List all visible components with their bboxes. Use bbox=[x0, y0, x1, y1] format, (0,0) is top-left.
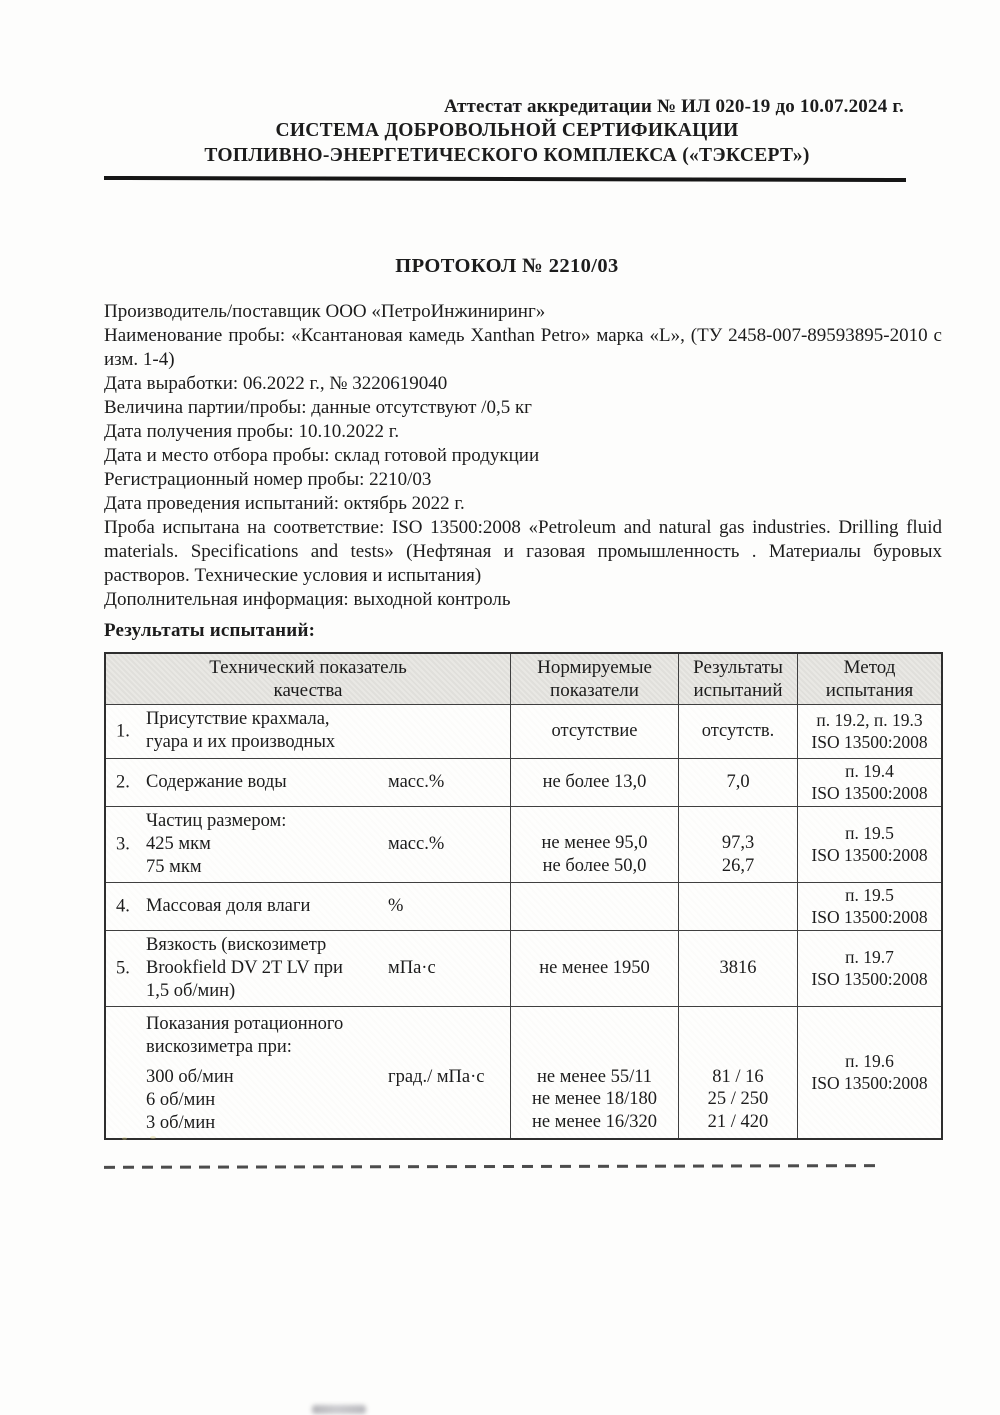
info-line-additional: Дополнительная информация: выходной контроль bbox=[104, 589, 511, 610]
info-line-receipt-date: Дата получения пробы: 10.10.2022 г. bbox=[104, 421, 400, 442]
norm-cell: не менее 1950 bbox=[510, 931, 678, 1006]
result-cell: 7,0 bbox=[678, 759, 797, 806]
protocol-title: ПРОТОКОЛ № 2210/03 bbox=[395, 255, 619, 277]
norm-cell: отсутствие bbox=[510, 705, 678, 758]
document-header bbox=[104, 96, 910, 181]
scan-speck bbox=[122, 1137, 127, 1140]
table-header-row bbox=[106, 654, 941, 704]
norm-cell: не менее 55/11 не менее 18/180 не менее 16/320 bbox=[510, 1007, 678, 1138]
norm-cell bbox=[510, 883, 678, 930]
row-number: 5. bbox=[116, 958, 130, 978]
info-line-sampling-place: Дата и место отбора пробы: склад готовой продукции bbox=[104, 445, 540, 466]
table-row-5: 5. Вязкость (вискозиметр Brookfield DV 2T LV при мПа·с 1,5 об/мин) не менее 1950 3816 п. 19.7 ISO 13500:2008 bbox=[106, 930, 941, 1006]
cert-system-line-2: ТОПЛИВНО-ЭНЕРГЕТИЧЕСКОГО КОМПЛЕКСА («ТЭКСЕРТ») bbox=[204, 145, 810, 166]
unit-label: масс.% bbox=[388, 772, 445, 792]
info-line-manufacturer: Производитель/поставщик ООО «ПетроИнжиниринг» bbox=[104, 301, 546, 322]
norm-cell: не менее 95,0 не более 50,0 bbox=[510, 807, 678, 882]
header-rule bbox=[104, 176, 906, 182]
row-number: 4. bbox=[116, 896, 130, 916]
accreditation-line: Аттестат аккредитации № ИЛ 020-19 до 10.07.2024 г. bbox=[443, 96, 904, 117]
row-number: 2. bbox=[116, 772, 130, 792]
col-header-indicator: Технический показатель качества bbox=[209, 657, 407, 701]
info-line-standard: Проба испытана на соответствие: ISO 13500:2008 «Petroleum and natural gas industries. Drilling fluid materials. Specifications and tests» (Нефтяная и газовая промышленность . Материалы буровых растворов. Технические условия и испытания) bbox=[104, 517, 942, 586]
col-header-norm: Нормируемые показатели bbox=[510, 654, 678, 704]
table-row-3: 3. Частиц размером: 425 мкм масс.% 75 мкм не менее 95,0 не более 50,0 97,3 26,7 п. 19.5 ISO 13500:2008 bbox=[106, 806, 941, 882]
results-heading: Результаты испытаний: bbox=[104, 620, 316, 641]
method-cell: п. 19.5 ISO 13500:2008 bbox=[797, 807, 941, 882]
info-line-batch-size: Величина партии/пробы: данные отсутствуют /0,5 кг bbox=[104, 397, 532, 418]
norm-cell: не более 13,0 bbox=[510, 759, 678, 806]
unit-label: % bbox=[388, 896, 404, 916]
col-header-method: Метод испытания bbox=[797, 654, 941, 704]
unit-label: масс.% bbox=[388, 834, 445, 854]
scan-speck bbox=[150, 1136, 156, 1139]
result-cell: 81 / 16 25 / 250 21 / 420 bbox=[678, 1007, 797, 1138]
results-table bbox=[104, 652, 943, 1140]
table-row-1: 1. Присутствие крахмала, гуара и их производных отсутствие отсутств. п. 19.2, п. 19.3 ISO 13500:2008 bbox=[106, 704, 941, 758]
sample-info-block bbox=[104, 300, 942, 612]
method-cell: п. 19.7 ISO 13500:2008 bbox=[797, 931, 941, 1006]
result-cell: 3816 bbox=[678, 931, 797, 1006]
result-cell: отсутств. bbox=[678, 705, 797, 758]
info-line-test-date: Дата проведения испытаний: октябрь 2022 г. bbox=[104, 493, 465, 514]
table-row-2: 2. Содержание воды масс.% не более 13,0 7,0 п. 19.4 ISO 13500:2008 bbox=[106, 758, 941, 806]
table-row-6: Показания ротационного вискозиметра при: 300 об/мин град./ мПа·с 6 об/мин 3 об/мин не менее 55/11 не менее 18/180 не менее 16/320 81 / 16 25 / 250 21 / 420 п. 19.6 ISO 13500:2008 bbox=[106, 1006, 941, 1138]
table-row-4: 4. Массовая доля влаги % п. 19.5 ISO 13500:2008 bbox=[106, 882, 941, 930]
info-line-sample-name: Наименование пробы: «Ксантановая камедь Xanthan Petro» марка «L», (ТУ 2458-007-89593895-2010 с изм. 1-4) bbox=[104, 325, 942, 370]
method-cell: п. 19.4 ISO 13500:2008 bbox=[797, 759, 941, 806]
row-number: 1. bbox=[116, 721, 130, 741]
unit-label: мПа·с bbox=[388, 958, 436, 978]
result-cell: 97,3 26,7 bbox=[678, 807, 797, 882]
method-cell: п. 19.5 ISO 13500:2008 bbox=[797, 883, 941, 930]
result-cell bbox=[678, 883, 797, 930]
row-number: 3. bbox=[116, 834, 130, 854]
col-header-result: Результаты испытаний bbox=[678, 654, 797, 704]
unit-label: град./ мПа·с bbox=[388, 1067, 485, 1087]
info-line-production-date: Дата выработки: 06.2022 г., № 3220619040 bbox=[104, 373, 448, 394]
info-line-registration-number: Регистрационный номер пробы: 2210/03 bbox=[104, 469, 432, 490]
method-cell: п. 19.2, п. 19.3 ISO 13500:2008 bbox=[797, 705, 941, 758]
method-cell: п. 19.6 ISO 13500:2008 bbox=[797, 1007, 941, 1138]
dashed-separator bbox=[104, 1164, 881, 1169]
scan-artifact bbox=[312, 1405, 366, 1414]
cert-system-line-1: СИСТЕМА ДОБРОВОЛЬНОЙ СЕРТИФИКАЦИИ bbox=[275, 120, 739, 141]
